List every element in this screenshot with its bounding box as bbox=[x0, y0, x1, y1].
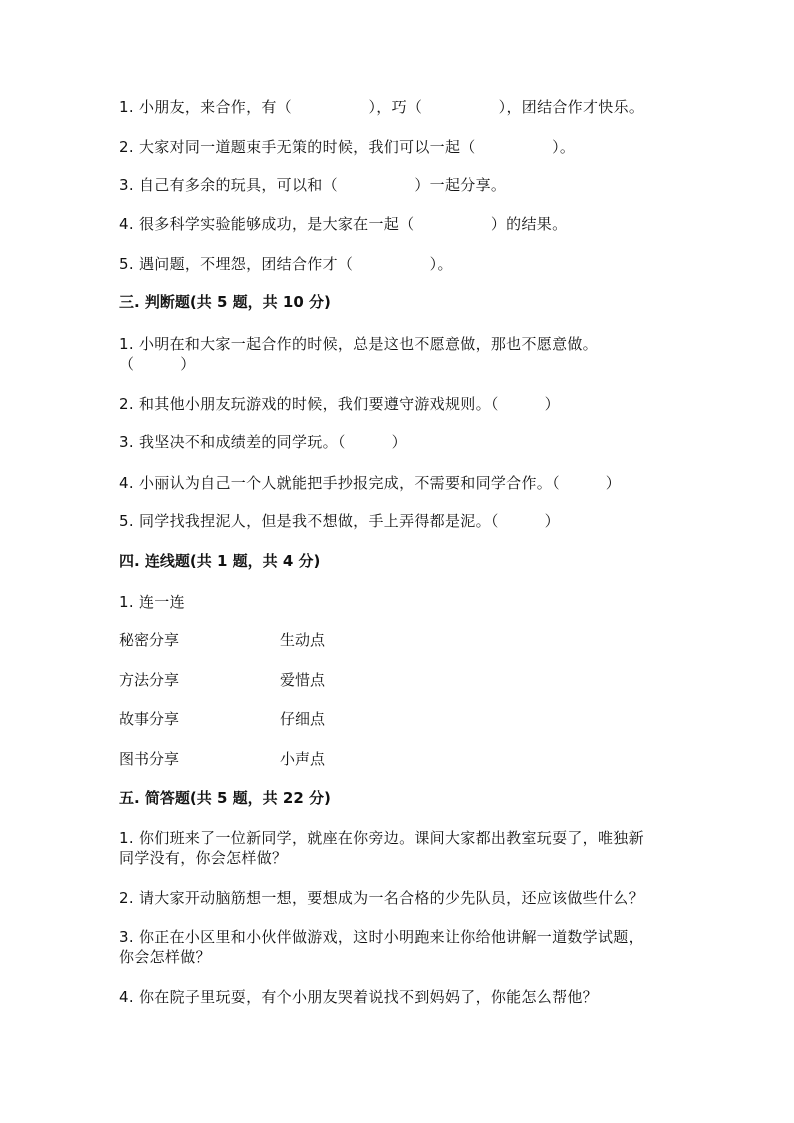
short-answer-question-1-line1: 1. 你们班来了一位新同学，就座在你旁边。课间大家都出教室玩耍了，唯独新 bbox=[119, 829, 644, 847]
judge-question-1-line2: （ ） bbox=[119, 355, 196, 373]
judge-question-1 bbox=[119, 334, 598, 374]
match-right-item: 爱惜点 bbox=[280, 671, 326, 689]
judge-question-3: 3. 我坚决不和成绩差的同学玩。（ ） bbox=[119, 433, 407, 451]
judge-question-4: 4. 小丽认为自己一个人就能把手抄报完成，不需要和同学合作。（ ） bbox=[119, 474, 622, 492]
short-answer-question-3-line2: 你会怎样做？ bbox=[119, 948, 211, 966]
match-left-item: 秘密分享 bbox=[119, 631, 180, 649]
match-right-item: 小声点 bbox=[280, 750, 326, 768]
short-answer-question-3 bbox=[119, 927, 644, 967]
short-answer-question-1-line2: 同学没有，你会怎样做？ bbox=[119, 849, 288, 867]
fill-blank-question-1: 1. 小朋友，来合作，有（ ），巧（ ），团结合作才快乐。 bbox=[119, 98, 645, 116]
match-section-heading: 四. 连线题(共 1 题，共 4 分) bbox=[119, 552, 321, 570]
judge-question-5: 5. 同学找我捏泥人，但是我不想做，手上弄得都是泥。（ ） bbox=[119, 512, 560, 530]
fill-blank-question-3: 3. 自己有多余的玩具，可以和（ ）一起分享。 bbox=[119, 176, 507, 194]
fill-blank-question-2: 2. 大家对同一道题束手无策的时候，我们可以一起（ ）。 bbox=[119, 138, 576, 156]
short-answer-question-2: 2. 请大家开动脑筋想一想，要想成为一名合格的少先队员，还应该做些什么？ bbox=[119, 889, 644, 907]
match-right-item: 仔细点 bbox=[280, 710, 326, 728]
short-answer-question-1 bbox=[119, 828, 644, 868]
short-answer-question-4: 4. 你在院子里玩耍，有个小朋友哭着说找不到妈妈了，你能怎么帮他？ bbox=[119, 988, 598, 1006]
short-answer-question-3-line1: 3. 你正在小区里和小伙伴做游戏，这时小明跑来让你给他讲解一道数学试题， bbox=[119, 928, 644, 946]
match-prompt: 1. 连一连 bbox=[119, 593, 185, 611]
judge-question-2: 2. 和其他小朋友玩游戏的时候，我们要遵守游戏规则。（ ） bbox=[119, 395, 560, 413]
match-left-item: 方法分享 bbox=[119, 671, 180, 689]
judge-section-heading: 三. 判断题(共 5 题，共 10 分) bbox=[119, 293, 331, 311]
fill-blank-question-5: 5. 遇问题，不埋怨，团结合作才（ ）。 bbox=[119, 255, 453, 273]
short-answer-section-heading: 五. 简答题(共 5 题，共 22 分) bbox=[119, 789, 331, 807]
match-right-item: 生动点 bbox=[280, 631, 326, 649]
judge-question-1-line1: 1. 小明在和大家一起合作的时候，总是这也不愿意做，那也不愿意做。 bbox=[119, 335, 598, 353]
fill-blank-question-4: 4. 很多科学实验能够成功，是大家在一起（ ）的结果。 bbox=[119, 215, 568, 233]
match-left-item: 图书分享 bbox=[119, 750, 180, 768]
match-left-item: 故事分享 bbox=[119, 710, 180, 728]
